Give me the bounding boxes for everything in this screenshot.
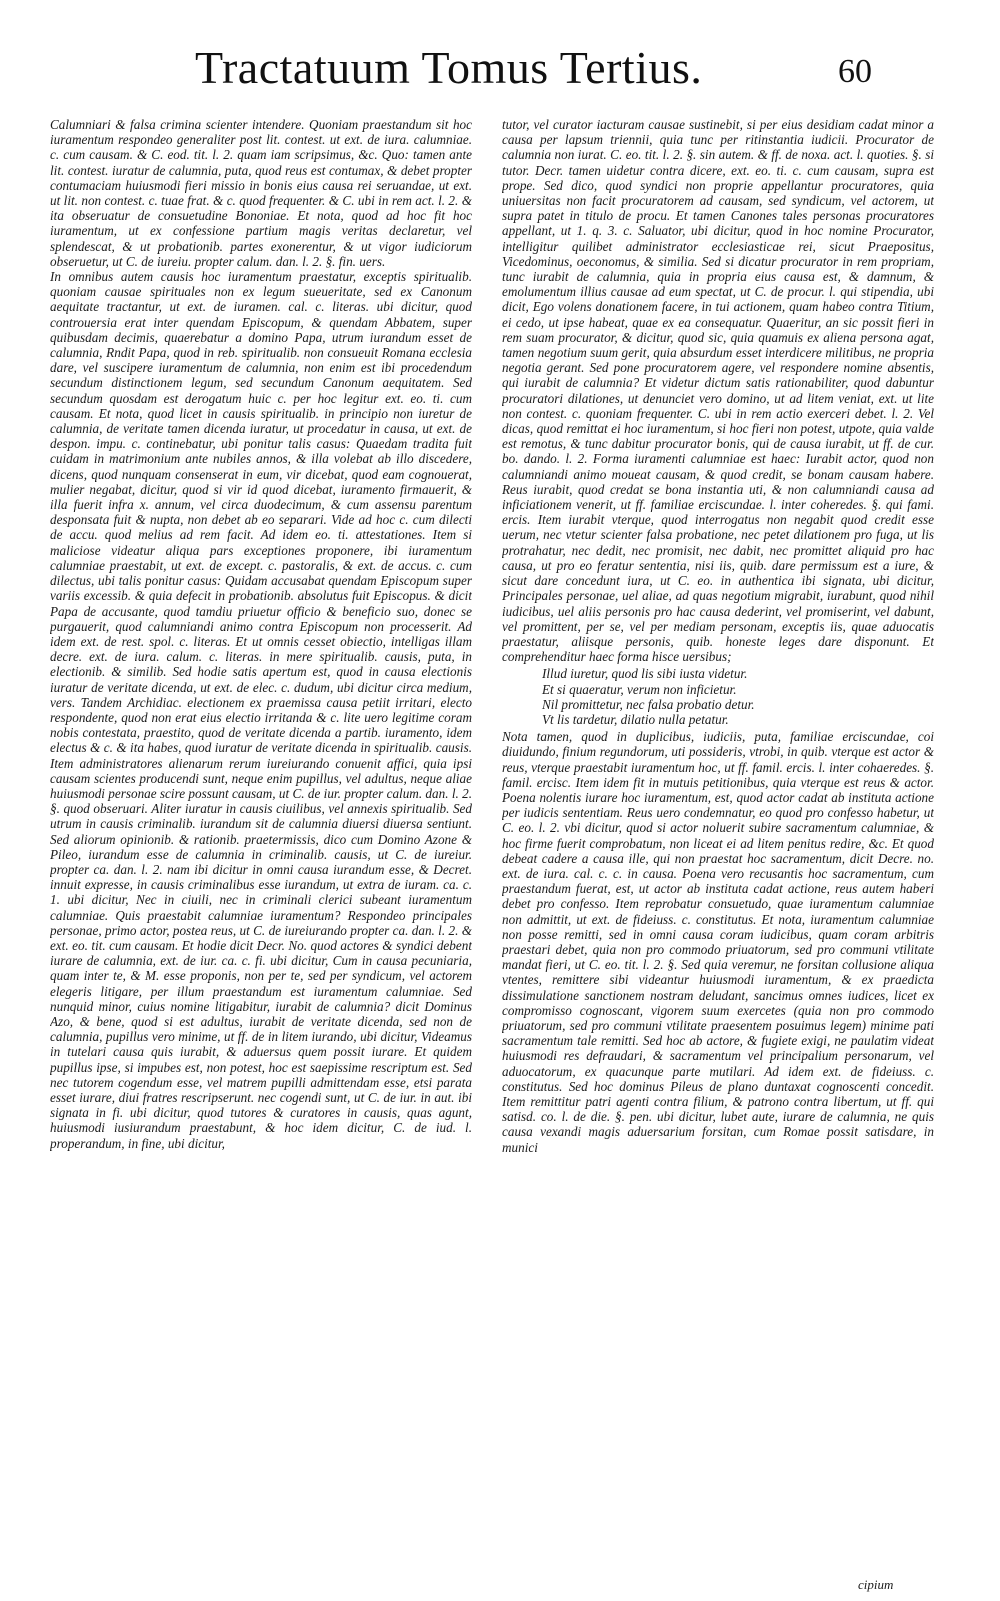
verse-line: Vt lis tardetur, dilatio nulla petatur. — [542, 711, 729, 727]
left-paragraph-1: Calumniari & falsa crimina scienter intendere. Quoniam praestandum sit hoc iuramentum respondeo generaliter post lit. contest. ut ext. de iura. calumniae. c. cum causam. & C. eod. tit. l. 2. quam iam scripsimus, &c. Quo: tamen ante lit. contest. iuratur de calumnia, puta, quod reus est contumax, & debet propter contumaciam huiusmodi fieri missio in bonis eius causa rei seruandae, ut ext. ut lit. non contest. c. tuae frat. & c. quod frequenter. & C. ubi in rem act. l. 2. & ita obseruatur de consuetudine Bononiae. Et nota, quod ad hoc fit hoc iuramentum, ut ex confessione partium magis veritas declaretur, vel splendescat, & ut probationib. partes exonerentur, & ut vigor iudiciorum obseruetur, ut C. de iureiu. propter calum. dan. l. 2. §. fin. uers. — [50, 117, 472, 269]
verse-line: Illud iuretur, quod lis sibi iusta videtur. — [542, 666, 748, 682]
verse-line: Et si quaeratur, verum non inficietur. — [542, 681, 737, 697]
left-column — [50, 117, 472, 1595]
catchword: cipium — [858, 1577, 894, 1592]
running-title: Tractatuum Tomus Tertius. — [195, 42, 703, 93]
right-paragraph-1: tutor, vel curator iacturam causae sustinebit, si per eius desidiam cadat minor a causa per lapsum triennii, quia tunc per ritinstantia iudicii. Procurator de calumnia non iurat. C. eo. tit. l. 2. §. sin autem. & ff. de noxa. act. l. quoties. §. si tutor. Decr. tamen uidetur contra dicere, ext. eo. ti. c. cum causam, supra est prope. Sed dico, quod syndici non proprie appellantur procuratores, quia uniuersitas non facit procuratorem ad causam, sed syndicum, vel actorem, ut supra patet in titulo de procu. Et tamen Canones tales personas procuratores appellant, ut 1. q. 3. c. Saluator, ubi dicitur, quod in hoc nomine Procurator, intelligitur quilibet administrator ecclesiasticae rei, sicut Praepositus, Vicedominus, oeconomus, & similia. Sed si dicatur procurator in rem propriam, tunc iurabit de calumnia, quia in propria eius causa est, & damnum, & emolumentum illius causae ad eum spectat, ut C. de procur. l. qui stipendia, ubi dicit, Ego volens donationem facere, in tui actionem, quam habeo contra Titium, ei cedo, ut ipse habeat, quae ex ea consequatur. Quaeritur, an sic possit fieri in rem suam procurator, & dicitur, quod sic, quia quamuis ex aliena persona agat, tamen negotium suum gerit, quia absurdum esset interdicere militibus, ne propria negotia gerant. Sed pone procuratorem agere, vel respondere nomine absentis, qui iurabit de calumnia? Et videtur dictum satis rationabiliter, quod dabuntur procuratori dilationes, ut denunciet vero domino, ut ad litem veniat, ext. ut lite non contest. c. quoniam frequenter. C. ubi in rem actio exerceri debet. l. 2. Vel dicas, quod remittat ei hoc iuramentum, si hoc fieri non potest, utpote, quia valde est remotus, & tunc dabitur procurator bonis, qui de causa iurabit, ut ff. de cur. bo. dando. l. 2. Forma iuramenti calumniae est haec: Iurabit actor, quod non calumniandi animo moueat causam, & quod credit, se bonam causam habere. Reus iurabit, quod credat se bona instantia uti, & non calumniandi causa ad inficiationem venerit, ut ff. familiae erciscundae. l. inter coheredes. §. qui fami. ercis. Item iurabit vterque, quod interrogatus non negabit quod credit esse uerum, nec vtetur scienter falsa probatione, nec petet dilationem pro fuga, ut lis protrahatur, nec dedit, nec promisit, nec dabit, nec promittet aliquid pro hac causa, ut pro eo feratur sententia, nisi iis, quib. dare permissum est a iure, & sicut dare concedunt iura, ut C. eo. in authentica ibi signata, ubi dicitur, Principales personae, uel aliae, ad quas negotium migrabit, iurabunt, quod nihil iudicibus, uel aliis personis pro hac causa dederint, vel promiserint, vel dabunt, vel promittent, per se, vel per mediam personam, exceptis iis, quae aduocatis praestatur, aliisque personis, quib. honeste leges dare disponunt. Et comprehenditur haec forma hisce uersibus; — [502, 117, 934, 665]
right-column — [502, 117, 934, 1595]
verse-block — [542, 666, 934, 727]
page-number: 60 — [838, 53, 872, 90]
right-paragraph-2: Nota tamen, quod in duplicibus, iudiciis, puta, familiae erciscundae, coi diuidundo, finium regundorum, uti possideris, vtrobi, in quib. vterque est actor & reus, vterque praestabit iuramentum hoc, ut ff. famil. ercis. l. inter cohaeredes. §. famil. ercisc. Item idem fit in mutuis petitionibus, quia vterque est reus & actor. Poena nolentis iurare hoc iuramentum, est, quod actor cadat ab instituta actione per iudicis sententiam. Reus uero condemnatur, eo quod pro confesso habetur, ut C. eo. l. 2. vbi dicitur, quod si actor noluerit subire sacramentum calumniae, & hoc firme fuerit comprobatum, non liceat ei ad litem penitus redire, &c. Et quod debeat cadere a causa ille, qui non praestat hoc sacramentum, dicit Decre. no. ext. de iura. cal. c. c. in causa. Poena vero recusantis hoc sacramentum, cum praestandum fuerat, est, ut actor ab instituta cadat actione, reus autem haberi debet pro confesso. Item reprobatur consuetudo, quae iuramentum calumniae non admittit, ut ext. de fideiuss. c. constitutus. Et nota, iuramentum calumniae non posse remitti, sed in omni causa coram iudicibus, quam coram arbitris praestari debet, quia non pro commodo priuatorum, sed pro communi vtilitate mandat fieri, ut C. eo. tit. l. 2. §. Sed quia veremur, ne forsitan collusione aliqua vtentes, remittere sibi videantur huiusmodi iuramentum, & ex praedicta dissimulatione sanctionem nostram deludant, sancimus omnes iudices, licet ex compromisso cognoscant, vigorem suum exercetes (quia non pro commodo priuatorum, sed pro communi vtilitate praesentem posuimus legem) minime pati sacramentum tale remitti. Sed hoc ab actore, & fugiete exigi, ne paulatim videat huiusmodi res defraudari, & sacramentum vel principalium personarum, vel aduocatorum, ex quacunque parte mutilari. Ad idem ext. de fideiuss. c. constitutus. Sed hoc dominus Pileus de plano duntaxat cognoscenti concedit. Item remittitur patri agenti contra filium, & patrono contra libertum, ut ff. qui satisd. co. l. de die. §. pen. ubi dicitur, lubet aute, iurare de calumnia, ne quis causa vexandi magis aduersarium forsitan, cum Romae possit satisdare, in munici — [502, 729, 934, 1155]
left-paragraph-2: In omnibus autem causis hoc iuramentum praestatur, exceptis spiritualib. quoniam causae spirituales non ex legum sueueritate, sed ex Canonum aequitate tractantur, ut ext. de iuramen. cal. c. literas. ubi dicitur, quod controuersia erat inter quendam Episcopum, & quendam Abbatem, super quibusdam decimis, quaerebatur a domino Papa, utrum iurandum esset de calumnia, Rndit Papa, quod in reb. spiritualib. non consueuit Romana ecclesia dare, vel suscipere iuramentum de calumnia, non enim est ibi procedendum secundum distinctionem legum, sed secundum Canonum aequitatem. Sed secundum quosdam est derogatum huic c. per hoc legitur ext. eo. ti. cum causam. Et nota, quod licet in causis spiritualib. in principio non iuretur de calumnia, de veritate tamen dicenda iuratur, ut procedatur in causa, ut ext. de despon. impu. c. continebatur, ubi ponitur talis casus: Quaedam tradita fuit cuidam in matrimonium ante nubiles annos, & illa volebat ab illo discedere, dicens, quod nunquam consenserat in eum, vir dicebat, quod eam cognouerat, mulier negabat, dicitur, quod si vir id quod dicebat, iuramento firmauerit, & illa fuerit infra x. annum, vel circa duodecimum, & cum assensu parentum desponsata fuit & nupta, non debet ab eo separari. Vide ad hoc c. cum dilecti de accu. quod melius ad rem facit. Ad idem eo. ti. attestationes. Item si maliciose videatur aliqua pars exceptiones proponere, ibi iuramentum calumniae praestabit, ut ext. de except. c. pastoralis, & ext. de accus. c. cum dilectus, ubi talis ponitur casus: Quidam accusabat quendam Episcopum super variis excessib. & quia defecit in probationib. absolutus fuit Episcopus. & dicit Papa de accusante, quod tamdiu priuetur officio & beneficio suo, donec se purgauerit, quod calumniandi animo contra Episcopum non processerit. Ad idem ext. de rest. spol. c. literas. Et ut omnis cesset obiectio, intelligas illam decre. ext. de iura. calum. c. literas. in mere spiritualib. causis, puta, in electionib. & similib. Sed hodie satis apertum est, quod in causa electionis iuratur de veritate dicenda, ut ext. de elec. c. dudum, ubi dicitur circa medium, vers. Tandem Archidiac. electionem ex praemissa causa petiit irritari, electo respondente, quod non erat eius electio irritanda & c. lite uero legitime coram nobis contestata, praestito, quod de veritate dicenda a partib. iuramento, idem electus & c. & ita habes, quod iuratur de veritate dicenda in spiritualib. causis. Item administratores alienarum rerum iureiurando conuenit affici, quia ipsi causam scientes producendi sunt, neque enim pupillus, vel adultus, neque aliae huiusmodi personae scire possunt causam, ut C. de iur. propter calum. dan. l. 2. §. quod obseruari. Aliter iuratur in causis ciuilibus, vel annexis spiritualib. Sed utrum in causis criminalib. iurandum sit de calumnia diuersi diuersa sentiunt. Sed aliorum opinionib. & rationib. praetermissis, dico cum Domino Azone & Pileo, iurandum esse de calumnia in criminalib. causis, ut C. de iureiur. propter ca. dan. l. 2. nam ibi dicitur in omni causa iurandum esse, & Decret. innuit expresse, in causis criminalibus esse iurandum, ut extra de iuram. ca. c. 1. ubi dicitur, Nec in ciuili, nec in criminali clerici subeant iuramentum calumniae. Quis praestabit calumniae iuramentum? Respondeo principales personae, primo actor, postea reus, ut C. de iureiurando propter ca. dan. l. 2. & ext. eo. tit. cum causam. Et hodie dicit Decr. No. quod actores & syndici debent iurare de calumnia, ext. de iur. ca. c. fi. ubi dicitur, Cum in causa pecuniaria, quam inter te, & M. esse proponis, non per te, sed per syndicum, vel actorem elegeris litigare, per illum praestandum est iuramentum calumniae. Sed nunquid minor, cuius nomine litigabitur, iurabit de calumnia? dicit Dominus Azo, & bene, quod si est adultus, iurabit de veritate dicenda, sed non de calumnia, pupillus vero minime, ut ff. de in litem iurando, ubi dicitur, Videamus in tutelari causa quis iurabit, & aduersus quem possit iurare. Et quidem pupillus ipse, si impubes est, non potest, hoc est saepissime rescriptum est. Sed nec tutorem cogendum esse, vel matrem pupilli admittendam esse, etsi parata esset iurare, diui fratres rescripserunt. nec cogendi sunt, ut C. de iur. in aut. ibi signata in fi. ubi dicitur, quod tutores & curatores in causis, quas agunt, huiusmodi iusiurandum praestabunt, & hoc idem dicitur, C. de iud. l. properandum, in fine, ubi dicitur, — [50, 269, 472, 1151]
page-header — [0, 0, 1000, 115]
verse-line: Nil promittetur, nec falsa probatio detur. — [542, 696, 755, 712]
